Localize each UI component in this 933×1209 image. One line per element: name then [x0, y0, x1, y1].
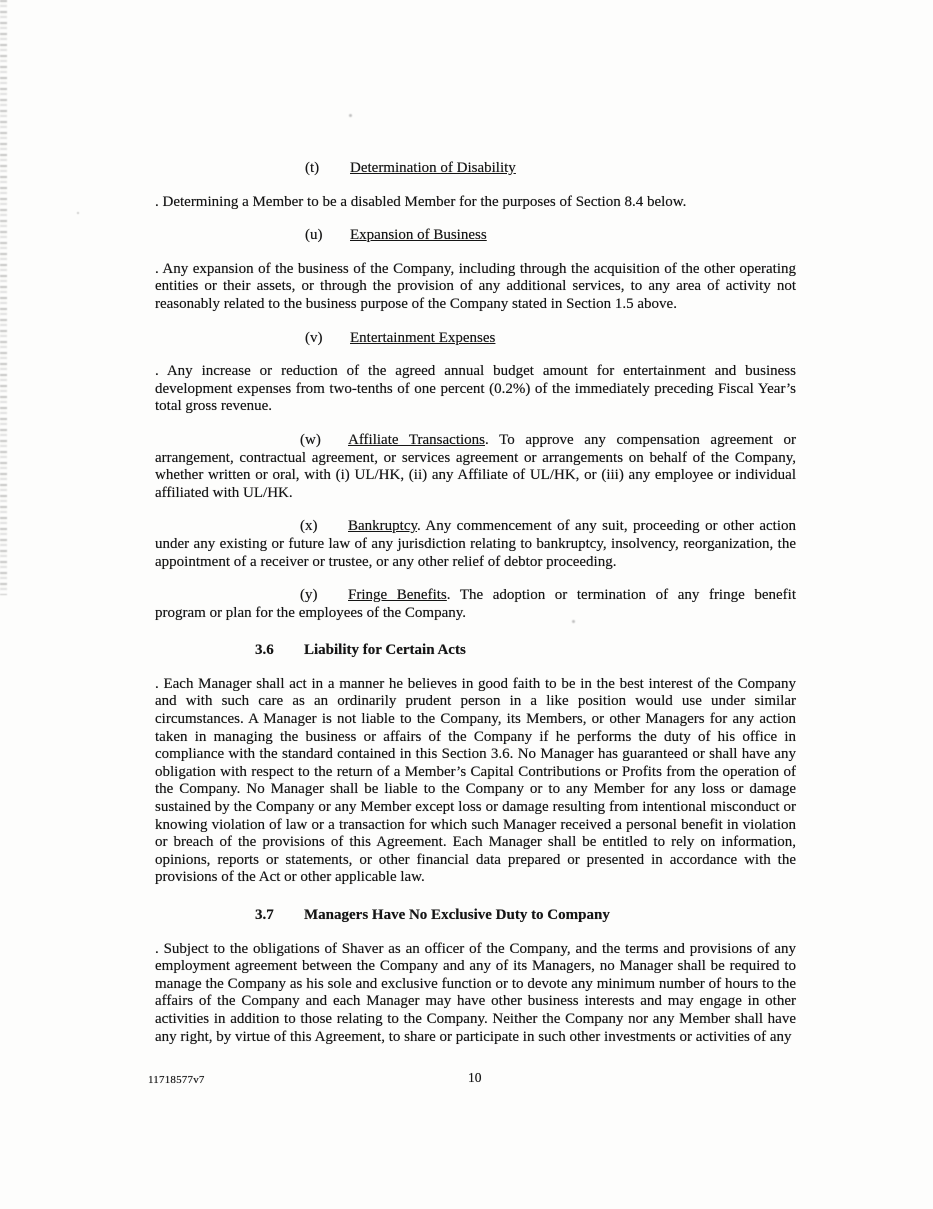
runin-title: Affiliate Transactions — [348, 431, 485, 448]
runin-paragraph — [155, 587, 796, 622]
paragraph: . Subject to the obligations of Shaver as an officer of the Company, and the terms and provisions of any employment agreement between the Company and any of its Managers, no Manager shall be required to manage the Company as his sole and exclusive function or to devote any minimum number of hours to the affairs of the Company and each Manager may have other business interests and may engage in other activities in addition to those relating to the Company. Neither the Company nor any Member shall have any right, by virtue of this Agreement, to share or participate in such other investments or activities of any — [155, 940, 796, 1045]
sub-heading-letter: (u) — [305, 227, 323, 244]
paragraph: . Each Manager shall act in a manner he believes in good faith to be in the best interest of the Company and with such care as an ordinarily prudent person in a like position would use under similar circumstances. A Manager is not liable to the Company, its Members, or other Managers for any action taken in managing the business or affairs of the Company if he performs the duty of his office in compliance with the standard contained in this Section 3.6. No Manager has guaranteed or shall have any obligation with respect to the return of a Member’s Capital Contributions or Profits from the operation of the Company. No Manager shall be liable to the Company or to any Member for any loss or damage sustained by the Company or any Member except loss or damage resulting from intentional misconduct or knowing violation of law or a transaction for which such Manager received a personal benefit in violation or breach of the provisions of this Agreement. Each Manager shall be entitled to rely on information, opinions, reports or statements, or other financial data prepared or presented in accordance with the provisions of the Act or other applicable law. — [155, 675, 796, 886]
sub-heading-letter: (v) — [305, 329, 323, 346]
sub-heading — [305, 330, 796, 348]
runin-letter: (w) — [300, 431, 321, 448]
scan-speck — [77, 212, 79, 214]
sub-heading-title: Expansion of Business — [350, 227, 487, 244]
paragraph: . Any increase or reduction of the agreed annual budget amount for entertainment and business development expenses from two-tenths of one percent (0.2%) of the immediately preceding Fiscal Year’s total gross revenue. — [155, 363, 796, 415]
runin-text: . To approve any compensation agreement or arrangement, contractual agreement, or services agreement or arrangements on behalf of the Company, whether written or oral, with (i) UL/HK, (ii) any Affiliate of UL/HK, or (iii) any employee or individual affiliated with UL/HK. — [155, 431, 796, 501]
runin-letter: (x) — [300, 518, 318, 535]
page-number: 10 — [468, 1070, 482, 1085]
section-heading — [255, 907, 796, 925]
scan-noise-band — [0, 0, 7, 595]
sub-heading-letter: (t) — [305, 160, 320, 176]
runin-letter: (y) — [300, 587, 318, 604]
paragraph: . Any expansion of the business of the Company, including through the acquisition of the other operating entities or their assets, or through the provision of any additional services, to any area of activity not reasonably related to the business purpose of the Company stated in Section 1.5 above. — [155, 260, 796, 312]
paragraph: . Determining a Member to be a disabled Member for the purposes of Section 8.4 below. — [155, 193, 687, 210]
runin-text: . Any commencement of any suit, proceeding or other action under any existing or future law of any jurisdiction relating to bankruptcy, insolvency, reorganization, the appointment of a receiver or trustee, or any other relief of debtor proceeding. — [155, 518, 796, 570]
document-body — [155, 160, 796, 1062]
section-title: Managers Have No Exclusive Duty to Company — [304, 907, 610, 923]
runin-title: Fringe Benefits — [348, 587, 447, 604]
page-footer — [0, 1070, 933, 1090]
runin-text: . The adoption or termination of any fringe benefit program or plan for the employees of the Company. — [155, 587, 796, 621]
sub-heading — [305, 160, 796, 178]
section-title: Liability for Certain Acts — [304, 642, 466, 659]
sub-heading-title: Determination of Disability — [350, 160, 516, 176]
section-heading — [255, 642, 796, 660]
sub-heading — [305, 227, 796, 245]
scan-speck — [349, 114, 352, 117]
runin-paragraph — [155, 432, 796, 502]
document-id: 11718577v7 — [148, 1074, 205, 1086]
sub-heading-title: Entertainment Expenses — [350, 329, 496, 346]
section-number: 3.7 — [255, 907, 274, 923]
runin-title: Bankruptcy — [348, 518, 418, 535]
section-number: 3.6 — [255, 642, 274, 659]
runin-paragraph — [155, 518, 796, 571]
